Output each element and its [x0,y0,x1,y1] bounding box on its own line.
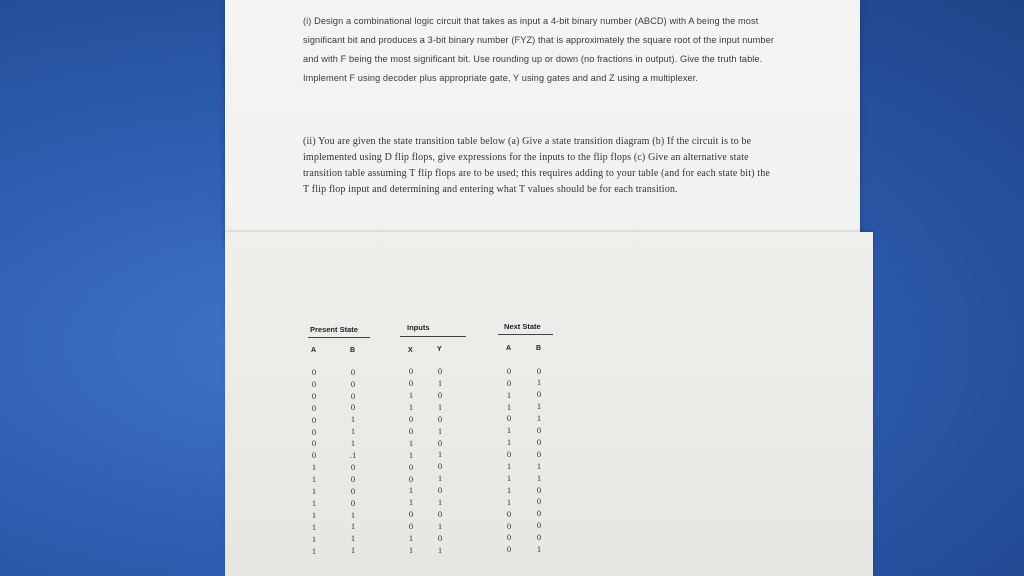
next-b-cell: 1 [536,544,542,554]
present-b-cell: 0 [350,402,356,413]
present-a-cell: 0 [311,367,317,377]
present-a-cell: 0 [311,450,317,461]
next-a-label: A [506,345,512,352]
input-x-cell: 1 [408,390,414,401]
input-y-cell: 1 [437,520,443,531]
present-a-cell: 0 [311,402,317,413]
present-a-cell: 1 [311,486,317,496]
next-b-cell: 1 [536,413,542,424]
present-a-cell: 1 [311,509,317,520]
next-b-cell: 1 [536,377,542,388]
input-y-cell: 1 [437,473,443,484]
input-x-cell: 0 [408,473,414,484]
input-y-cell: 0 [437,508,443,519]
input-x-cell: 1 [408,533,414,543]
next-b-cell: 0 [536,448,542,459]
input-y-cell: 0 [437,461,443,472]
next-b-cell: 0 [536,436,542,447]
input-y-cell: 0 [437,413,443,424]
present-a-cell: 1 [311,533,317,544]
next-b-cell: 1 [536,401,542,412]
input-x-cell: 0 [408,378,414,389]
next-b-label: B [536,345,542,352]
input-y-cell: 0 [437,532,443,543]
present-b-cell: 1 [350,509,356,520]
present-b-cell: 0 [350,497,356,508]
input-x-cell: 1 [408,497,414,508]
inputs-header: Inputs [407,323,430,332]
present-b-cell: 0 [350,485,356,496]
input-y-cell: 1 [437,401,443,412]
input-x-cell: 1 [408,402,414,413]
input-y-cell: 0 [437,437,443,448]
present-a-cell: 0 [311,414,317,425]
input-x-cell: 1 [408,449,414,460]
present-b-cell: 0 [350,366,356,377]
input-x-cell: 0 [408,366,414,377]
input-y-cell: 1 [437,497,443,507]
present-b-cell: 0 [350,378,356,389]
present-b-cell: 1 [350,545,356,556]
next-b-cell: 1 [536,460,542,471]
input-x-cell: 1 [408,544,414,555]
next-a-cell: 0 [506,532,512,543]
present-a-cell: 0 [311,426,317,437]
input-x-cell: 0 [408,521,414,532]
next-b-cell: 0 [536,508,542,519]
present-state-header: Present State [310,325,358,334]
input-y-cell: 1 [437,378,443,388]
present-a-cell: 0 [311,378,317,389]
question-2-text: (ii) You are given the state transition table below (a) Give a state transition diagram (b) If the circuit is to be implemented using D flip flops, give expressions for the inputs to the flip flops (c) Give an alternative state transition table assuming T flip flops are to be used; this requires adding to your table (and for each state bit) the T flip flop input and determining and entering what T values should be for each transition. [303,136,770,195]
next-a-cell: 0 [506,449,512,460]
input-y-cell: 0 [437,389,443,400]
present-b-cell: 1 [350,426,356,437]
next-b-cell: 0 [536,484,542,495]
present-a-cell: 1 [311,545,317,556]
present-b-cell: 1 [350,533,356,544]
input-x-cell: 1 [408,437,414,448]
next-state-underline [498,334,553,335]
present-a-cell: 1 [311,521,317,532]
present-b-cell: 0 [350,390,356,401]
present-state-underline [308,337,370,338]
present-b-cell: 1 [350,414,356,425]
present-b-cell: 0 [350,461,356,472]
input-y-cell: 1 [437,544,443,555]
input-x-cell: 0 [408,461,414,472]
present-a-cell: 1 [311,474,317,485]
input-x-cell: 0 [408,414,414,424]
next-state-header: Next State [504,322,541,331]
present-b-label: B [350,347,356,354]
next-a-cell: 0 [506,520,512,531]
question-1-text: (i) Design a combinational logic circuit that takes as input a 4-bit binary number (ABCD) with A being the most significant bit and produces a 3-bit binary number (FYZ) that is approximately the square root of the input number and with F being the most significant bit. Use rounding up or down (no fractions in output). Give the truth table. Implement F using decoder plus appropriate gate, Y using gates and and Z using a multiplexer. [303,16,775,83]
next-a-cell: 1 [506,425,512,436]
next-b-cell: 0 [536,520,542,531]
present-b-cell: .1 [349,450,357,460]
next-a-cell: 0 [506,544,512,555]
input-y-cell: 1 [437,449,443,460]
input-y-cell: 1 [437,425,443,436]
next-a-cell: 0 [506,377,512,388]
input-x-cell: 0 [408,425,414,436]
present-b-cell: 1 [350,521,356,532]
present-a-cell: 0 [311,438,317,449]
next-b-cell: 0 [536,532,542,543]
next-a-cell: 1 [506,472,512,483]
next-a-cell: 1 [506,496,512,507]
input-y-cell: 0 [437,485,443,496]
input-x-cell: 0 [408,509,414,520]
next-a-cell: 0 [506,365,512,376]
present-a-cell: 1 [311,462,317,473]
next-a-cell: 1 [506,401,512,412]
next-a-cell: 0 [506,413,512,424]
next-b-cell: 0 [536,365,542,376]
present-b-cell: 1 [350,438,356,449]
present-b-cell: 0 [350,473,356,484]
next-b-cell: 0 [536,389,542,400]
paper-sheet-bottom [225,232,873,576]
inputs-underline [400,336,466,337]
next-b-cell: 1 [536,472,542,483]
present-a-label: A [311,347,317,354]
input-x-cell: 1 [408,485,414,496]
input-x-label: X [408,347,413,354]
next-a-cell: 1 [506,389,512,400]
next-a-cell: 1 [506,437,512,448]
next-a-cell: 0 [506,508,512,519]
next-b-cell: 0 [536,496,542,507]
present-a-cell: 1 [311,497,317,508]
present-a-cell: 0 [311,390,317,401]
next-a-cell: 1 [506,461,512,471]
next-a-cell: 1 [506,484,512,495]
next-b-cell: 0 [536,425,542,435]
input-y-label: Y [437,346,442,353]
input-y-cell: 0 [437,366,443,377]
